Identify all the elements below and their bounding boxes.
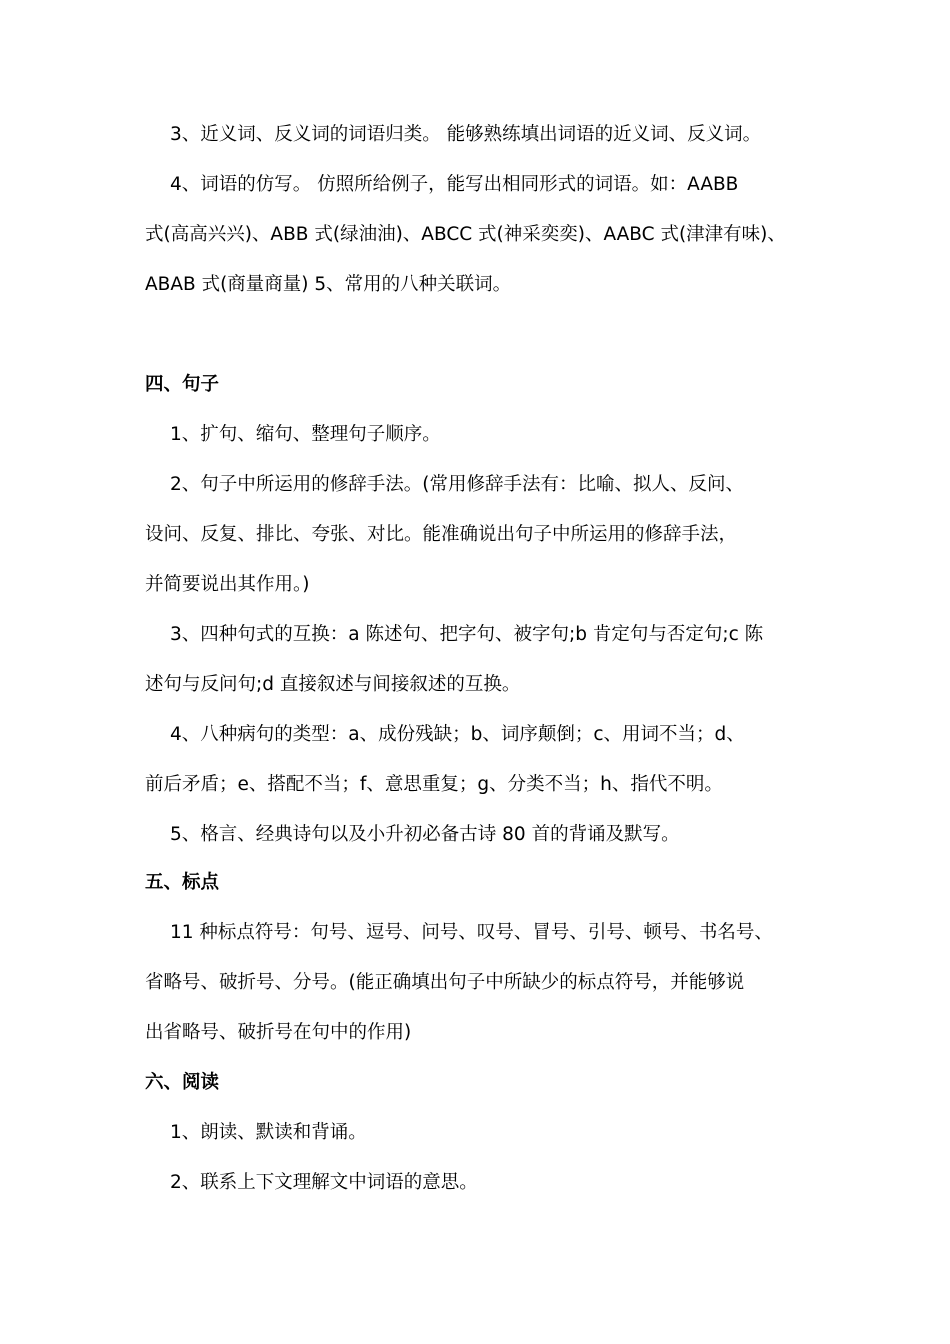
paragraph-line: 1、扩句、缩句、整理句子顺序。 — [170, 424, 441, 445]
paragraph-line: 2、联系上下文理解文中词语的意思。 — [170, 1172, 478, 1193]
paragraph-line: 2、句子中所运用的修辞手法。(常用修辞手法有：比喻、拟人、反问、 — [170, 474, 744, 495]
paragraph-line: 3、近义词、反义词的词语归类。 能够熟练填出词语的近义词、反义词。 — [170, 124, 762, 145]
paragraph-line: 5、格言、经典诗句以及小升初必备古诗 80 首的背诵及默写。 — [170, 824, 680, 845]
paragraph-line: 省略号、破折号、分号。(能正确填出句子中所缺少的标点符号，并能够说 — [145, 972, 745, 993]
paragraph-line: 3、四种句式的互换：a 陈述句、把字句、被字句;b 肯定句与否定句;c 陈 — [170, 624, 764, 645]
paragraph-line: 11 种标点符号：句号、逗号、问号、叹号、冒号、引号、顿号、书名号、 — [170, 922, 773, 943]
paragraph-line: 前后矛盾；e、搭配不当；f、意思重复；g、分类不当；h、指代不明。 — [145, 774, 723, 795]
paragraph-line: ABAB 式(商量商量) 5、常用的八种关联词。 — [145, 274, 512, 295]
paragraph-line: 1、朗读、默读和背诵。 — [170, 1122, 367, 1143]
section-heading: 五、标点 — [145, 872, 220, 893]
section-heading: 四、句子 — [145, 374, 220, 395]
paragraph-line: 并简要说出其作用。) — [145, 574, 310, 595]
paragraph-line: 4、词语的仿写。 仿照所给例子，能写出相同形式的词语。如：AABB — [170, 174, 739, 195]
paragraph-line: 式(高高兴兴)、ABB 式(绿油油)、ABCC 式(神采奕奕)、AABC 式(津津有味)、 — [145, 224, 786, 245]
paragraph-line: 4、八种病句的类型：a、成份残缺；b、词序颠倒；c、用词不当；d、 — [170, 724, 745, 745]
paragraph-line: 出省略号、破折号在句中的作用) — [145, 1022, 412, 1043]
section-heading: 六、阅读 — [145, 1072, 220, 1093]
paragraph-line: 设问、反复、排比、夸张、对比。能准确说出句子中所运用的修辞手法， — [145, 524, 738, 545]
paragraph-line: 述句与反问句;d 直接叙述与间接叙述的互换。 — [145, 674, 521, 695]
